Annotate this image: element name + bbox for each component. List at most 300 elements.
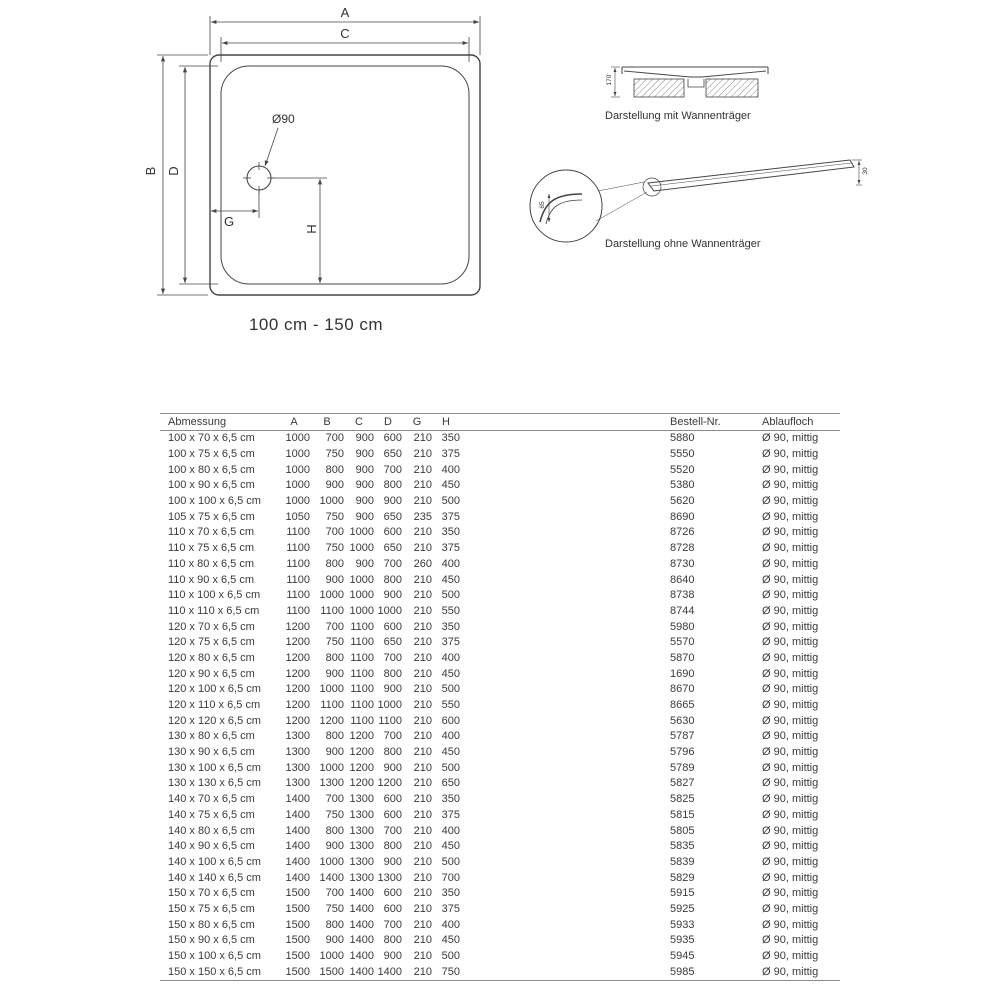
value-b: 900: [325, 840, 344, 853]
value-g: 210: [413, 542, 432, 555]
table-row: [160, 635, 840, 651]
value-b: 1300: [319, 777, 344, 790]
edge-height-dim: 65: [539, 201, 546, 209]
value-a: 1100: [286, 526, 310, 539]
table-row: [160, 447, 840, 463]
carrier-block-right: [706, 79, 758, 97]
drain-info: Ø 90, mittig: [762, 965, 819, 978]
value-c: 1000: [349, 573, 374, 586]
value-d: 600: [383, 526, 402, 539]
value-c: 900: [355, 463, 374, 476]
value-g: 210: [413, 651, 432, 664]
value-g: 210: [413, 448, 432, 461]
value-h: 400: [441, 651, 460, 664]
table-row: [160, 462, 840, 478]
value-c: 1000: [349, 604, 374, 617]
value-a: 1100: [286, 573, 310, 586]
value-b: 1400: [319, 871, 344, 884]
drain-info: Ø 90, mittig: [762, 636, 819, 649]
value-a: 1000: [285, 479, 310, 492]
dimension-label: 120 x 70 x 6,5 cm: [168, 620, 255, 633]
value-h: 400: [441, 463, 460, 476]
table-row: [160, 792, 840, 808]
value-b: 750: [325, 542, 344, 555]
dimension-label: 150 x 100 x 6,5 cm: [168, 950, 261, 963]
dim-label-b: B: [143, 166, 158, 176]
table-row: [160, 666, 840, 682]
order-number: 5870: [670, 651, 695, 664]
value-g: 210: [413, 746, 432, 759]
value-d: 900: [383, 761, 402, 774]
dimension-label: 110 x 75 x 6,5 cm: [168, 542, 255, 555]
value-b: 900: [325, 667, 344, 680]
value-h: 500: [441, 589, 460, 602]
order-number: 8665: [670, 699, 695, 712]
header-ablaufloch: Ablaufloch: [762, 415, 814, 428]
header-b: B: [323, 415, 331, 428]
value-c: 1100: [350, 714, 374, 727]
value-a: 1100: [286, 542, 310, 555]
order-number: 8730: [670, 557, 695, 570]
value-h: 650: [441, 777, 460, 790]
drain-info: Ø 90, mittig: [762, 746, 819, 759]
value-h: 400: [441, 730, 460, 743]
size-range-label: 100 cm - 150 cm: [248, 315, 384, 334]
tray-plan-view: [210, 55, 480, 295]
dimension-label: 130 x 130 x 6,5 cm: [168, 777, 261, 790]
value-h: 750: [441, 965, 460, 978]
value-b: 1000: [319, 950, 344, 963]
value-b: 1200: [319, 714, 344, 727]
value-b: 1000: [319, 495, 344, 508]
value-c: 1400: [349, 965, 374, 978]
order-number: 8726: [670, 526, 695, 539]
dimension-label: 110 x 80 x 6,5 cm: [168, 557, 255, 570]
value-b: 700: [325, 432, 344, 445]
header-a: A: [290, 415, 298, 428]
order-number: 5380: [670, 479, 695, 492]
drain-info: Ø 90, mittig: [762, 871, 819, 884]
value-c: 900: [355, 448, 374, 461]
dimension-label: 150 x 80 x 6,5 cm: [168, 918, 255, 931]
value-d: 1300: [377, 871, 402, 884]
value-h: 500: [441, 950, 460, 963]
dimension-label: 150 x 70 x 6,5 cm: [168, 887, 255, 900]
dimension-lines: [157, 16, 480, 295]
value-a: 1400: [285, 808, 310, 821]
value-a: 1400: [285, 871, 310, 884]
value-d: 600: [383, 887, 402, 900]
dimension-label: 140 x 80 x 6,5 cm: [168, 824, 255, 837]
drain-info: Ø 90, mittig: [762, 620, 819, 633]
value-b: 700: [325, 887, 344, 900]
dim-label-d: D: [166, 166, 181, 176]
table-row: [160, 776, 840, 792]
value-h: 550: [441, 604, 460, 617]
dimension-label: 100 x 90 x 6,5 cm: [168, 479, 255, 492]
drain-info: Ø 90, mittig: [762, 730, 819, 743]
order-number: 5829: [670, 871, 695, 884]
drain-info: Ø 90, mittig: [762, 699, 819, 712]
value-g: 210: [413, 855, 432, 868]
table-row: [160, 729, 840, 745]
dimension-label: 140 x 70 x 6,5 cm: [168, 793, 255, 806]
value-b: 700: [325, 526, 344, 539]
drain-info: Ø 90, mittig: [762, 902, 819, 915]
value-a: 1200: [285, 620, 310, 633]
dimension-label: 150 x 150 x 6,5 cm: [168, 965, 261, 978]
dimension-label: 110 x 100 x 6,5 cm: [168, 589, 261, 602]
order-number: 8670: [670, 683, 695, 696]
tray-inner-outline: [221, 66, 469, 284]
value-a: 1200: [285, 699, 310, 712]
value-c: 1400: [349, 887, 374, 900]
drain-info: Ø 90, mittig: [762, 667, 819, 680]
value-h: 400: [441, 824, 460, 837]
value-h: 350: [441, 620, 460, 633]
value-g: 210: [413, 730, 432, 743]
value-h: 450: [441, 746, 460, 759]
drain-info: Ø 90, mittig: [762, 432, 819, 445]
value-a: 1500: [285, 934, 310, 947]
dimension-label: 120 x 75 x 6,5 cm: [168, 636, 255, 649]
order-number: 5925: [670, 902, 695, 915]
value-d: 800: [383, 573, 402, 586]
value-d: 900: [383, 589, 402, 602]
value-b: 750: [325, 510, 344, 523]
value-c: 900: [355, 495, 374, 508]
value-c: 1000: [349, 526, 374, 539]
table-row: [160, 870, 840, 886]
value-g: 210: [413, 918, 432, 931]
value-b: 900: [325, 479, 344, 492]
value-d: 1000: [377, 604, 402, 617]
value-g: 210: [413, 714, 432, 727]
value-c: 900: [355, 432, 374, 445]
value-g: 210: [413, 761, 432, 774]
drain-info: Ø 90, mittig: [762, 604, 819, 617]
drain-info: Ø 90, mittig: [762, 918, 819, 931]
value-b: 800: [325, 730, 344, 743]
order-number: 5827: [670, 777, 695, 790]
order-number: 5825: [670, 793, 695, 806]
value-b: 750: [325, 808, 344, 821]
drain-info: Ø 90, mittig: [762, 651, 819, 664]
value-a: 1400: [285, 824, 310, 837]
table-row: [160, 682, 840, 698]
table-row: [160, 431, 840, 447]
value-a: 1400: [285, 793, 310, 806]
value-d: 900: [383, 950, 402, 963]
value-d: 700: [383, 651, 402, 664]
value-d: 600: [383, 902, 402, 915]
order-number: 5915: [670, 887, 695, 900]
value-c: 1400: [349, 934, 374, 947]
drain-info: Ø 90, mittig: [762, 934, 819, 947]
value-g: 210: [413, 965, 432, 978]
value-h: 500: [441, 495, 460, 508]
value-b: 750: [325, 636, 344, 649]
table-row: [160, 478, 840, 494]
value-d: 800: [383, 479, 402, 492]
value-h: 450: [441, 667, 460, 680]
value-h: 375: [441, 808, 460, 821]
value-a: 1300: [285, 761, 310, 774]
value-c: 1100: [350, 620, 374, 633]
value-d: 900: [383, 683, 402, 696]
dimension-label: 110 x 90 x 6,5 cm: [168, 573, 255, 586]
tray-outer-outline: [210, 55, 480, 295]
drain-info: Ø 90, mittig: [762, 714, 819, 727]
value-h: 375: [441, 636, 460, 649]
dim-label-c: C: [340, 26, 350, 41]
value-c: 1200: [349, 730, 374, 743]
order-number: 5839: [670, 855, 695, 868]
value-c: 1400: [349, 950, 374, 963]
value-b: 750: [325, 902, 344, 915]
table-row: [160, 509, 840, 525]
drain-info: Ø 90, mittig: [762, 761, 819, 774]
table-row: [160, 949, 840, 965]
drain-info: Ø 90, mittig: [762, 448, 819, 461]
table-row: [160, 964, 840, 980]
value-d: 1200: [377, 777, 402, 790]
order-number: 8738: [670, 589, 695, 602]
caption-with-carrier: Darstellung mit Wannenträger: [605, 110, 751, 122]
value-d: 900: [383, 495, 402, 508]
value-c: 1100: [350, 636, 374, 649]
value-a: 1050: [285, 510, 310, 523]
order-number: 5570: [670, 636, 695, 649]
value-a: 1100: [286, 604, 310, 617]
dimension-label: 120 x 120 x 6,5 cm: [168, 714, 261, 727]
order-number: 5980: [670, 620, 695, 633]
order-number: 1690: [670, 667, 695, 680]
value-b: 750: [325, 448, 344, 461]
value-a: 1300: [285, 746, 310, 759]
value-h: 400: [441, 918, 460, 931]
value-c: 1100: [350, 667, 374, 680]
dimension-label: 140 x 90 x 6,5 cm: [168, 840, 255, 853]
dimension-label: 150 x 75 x 6,5 cm: [168, 902, 255, 915]
table-row: [160, 933, 840, 949]
value-c: 1300: [349, 793, 374, 806]
drain-info: Ø 90, mittig: [762, 887, 819, 900]
carrier-block-left: [634, 79, 684, 97]
value-b: 900: [325, 934, 344, 947]
value-b: 1100: [320, 604, 344, 617]
value-g: 260: [413, 557, 432, 570]
value-c: 900: [355, 510, 374, 523]
dimension-label: 120 x 80 x 6,5 cm: [168, 651, 255, 664]
dimension-label: 100 x 100 x 6,5 cm: [168, 495, 261, 508]
value-b: 1000: [319, 855, 344, 868]
table-row: [160, 698, 840, 714]
table-row: [160, 855, 840, 871]
value-g: 210: [413, 934, 432, 947]
table-row: [160, 760, 840, 776]
value-c: 1200: [349, 761, 374, 774]
value-g: 210: [413, 793, 432, 806]
value-h: 350: [441, 432, 460, 445]
drain-info: Ø 90, mittig: [762, 855, 819, 868]
value-g: 210: [413, 495, 432, 508]
order-number: 5520: [670, 463, 695, 476]
value-a: 1200: [285, 683, 310, 696]
value-h: 450: [441, 573, 460, 586]
order-number: 5933: [670, 918, 695, 931]
value-a: 1100: [286, 557, 310, 570]
value-g: 210: [413, 824, 432, 837]
dimension-label: 100 x 70 x 6,5 cm: [168, 432, 255, 445]
drain-center-ticks: [243, 162, 275, 194]
table-row: [160, 588, 840, 604]
value-c: 1300: [349, 808, 374, 821]
table-row: [160, 572, 840, 588]
value-a: 1500: [285, 950, 310, 963]
value-h: 350: [441, 526, 460, 539]
drain-info: Ø 90, mittig: [762, 479, 819, 492]
table-row: [160, 902, 840, 918]
value-d: 700: [383, 557, 402, 570]
value-c: 1300: [349, 855, 374, 868]
value-h: 350: [441, 793, 460, 806]
dimension-label: 105 x 75 x 6,5 cm: [168, 510, 255, 523]
value-a: 1000: [285, 495, 310, 508]
value-g: 210: [413, 620, 432, 633]
value-a: 1400: [285, 840, 310, 853]
value-a: 1500: [285, 887, 310, 900]
value-d: 700: [383, 824, 402, 837]
value-b: 700: [325, 620, 344, 633]
drain-info: Ø 90, mittig: [762, 557, 819, 570]
value-b: 800: [325, 557, 344, 570]
order-number: 5787: [670, 730, 695, 743]
value-d: 700: [383, 730, 402, 743]
value-g: 210: [413, 950, 432, 963]
dimension-label: 140 x 75 x 6,5 cm: [168, 808, 255, 821]
value-b: 800: [325, 651, 344, 664]
value-a: 1500: [285, 965, 310, 978]
order-number: 5630: [670, 714, 695, 727]
dim-label-g: G: [223, 214, 235, 229]
order-number: 8640: [670, 573, 695, 586]
order-number: 5945: [670, 950, 695, 963]
value-g: 210: [413, 871, 432, 884]
value-c: 1000: [349, 542, 374, 555]
value-a: 1000: [285, 463, 310, 476]
value-c: 1300: [349, 824, 374, 837]
carrier-height-dim: 170: [606, 74, 613, 86]
value-c: 1100: [350, 699, 374, 712]
dimension-label: 120 x 100 x 6,5 cm: [168, 683, 261, 696]
table-row: [160, 525, 840, 541]
table-row: [160, 745, 840, 761]
value-h: 450: [441, 479, 460, 492]
table-row: [160, 541, 840, 557]
order-number: 5805: [670, 824, 695, 837]
order-number: 5880: [670, 432, 695, 445]
value-d: 600: [383, 620, 402, 633]
table-body: [160, 431, 840, 981]
value-d: 1000: [377, 699, 402, 712]
table-row: [160, 713, 840, 729]
value-a: 1200: [285, 667, 310, 680]
order-number: 5550: [670, 448, 695, 461]
value-h: 550: [441, 699, 460, 712]
dimension-label: 110 x 110 x 6,5 cm: [168, 604, 260, 617]
dimension-label: 110 x 70 x 6,5 cm: [168, 526, 255, 539]
drain-info: Ø 90, mittig: [762, 510, 819, 523]
value-a: 1400: [285, 855, 310, 868]
drain-info: Ø 90, mittig: [762, 463, 819, 476]
value-d: 650: [383, 510, 402, 523]
value-h: 375: [441, 448, 460, 461]
table-row: [160, 604, 840, 620]
value-b: 1000: [319, 589, 344, 602]
value-b: 900: [325, 573, 344, 586]
drain-info: Ø 90, mittig: [762, 950, 819, 963]
value-a: 1300: [285, 730, 310, 743]
value-h: 375: [441, 510, 460, 523]
value-b: 1000: [319, 761, 344, 774]
table-row: [160, 917, 840, 933]
value-d: 650: [383, 448, 402, 461]
value-g: 210: [413, 526, 432, 539]
order-number: 8744: [670, 604, 695, 617]
value-d: 1400: [377, 965, 402, 978]
value-d: 800: [383, 667, 402, 680]
header-c: C: [355, 415, 363, 428]
depth-dim: 30: [862, 167, 869, 175]
value-h: 500: [441, 683, 460, 696]
dim-label-a: A: [340, 5, 350, 20]
order-number: 5815: [670, 808, 695, 821]
value-g: 210: [413, 432, 432, 445]
value-c: 1100: [350, 683, 374, 696]
value-d: 650: [383, 542, 402, 555]
value-a: 1500: [285, 918, 310, 931]
order-number: 5835: [670, 840, 695, 853]
dimension-label: 150 x 90 x 6,5 cm: [168, 934, 255, 947]
value-h: 375: [441, 902, 460, 915]
dimension-label: 140 x 100 x 6,5 cm: [168, 855, 261, 868]
drain-info: Ø 90, mittig: [762, 495, 819, 508]
value-d: 1100: [378, 714, 402, 727]
dimension-label: 100 x 75 x 6,5 cm: [168, 448, 255, 461]
value-a: 1000: [285, 432, 310, 445]
value-h: 600: [441, 714, 460, 727]
order-number: 5935: [670, 934, 695, 947]
table-row: [160, 808, 840, 824]
value-h: 700: [441, 871, 460, 884]
value-g: 210: [413, 683, 432, 696]
value-d: 600: [383, 793, 402, 806]
value-c: 900: [355, 479, 374, 492]
drain-info: Ø 90, mittig: [762, 824, 819, 837]
dimension-label: 140 x 140 x 6,5 cm: [168, 871, 261, 884]
value-h: 500: [441, 855, 460, 868]
drain-info: Ø 90, mittig: [762, 793, 819, 806]
header-d: D: [384, 415, 392, 428]
value-b: 900: [325, 746, 344, 759]
value-g: 210: [413, 902, 432, 915]
value-c: 1200: [349, 777, 374, 790]
value-b: 800: [325, 824, 344, 837]
drain-info: Ø 90, mittig: [762, 808, 819, 821]
order-number: 5620: [670, 495, 695, 508]
technical-drawing: [0, 0, 1000, 400]
